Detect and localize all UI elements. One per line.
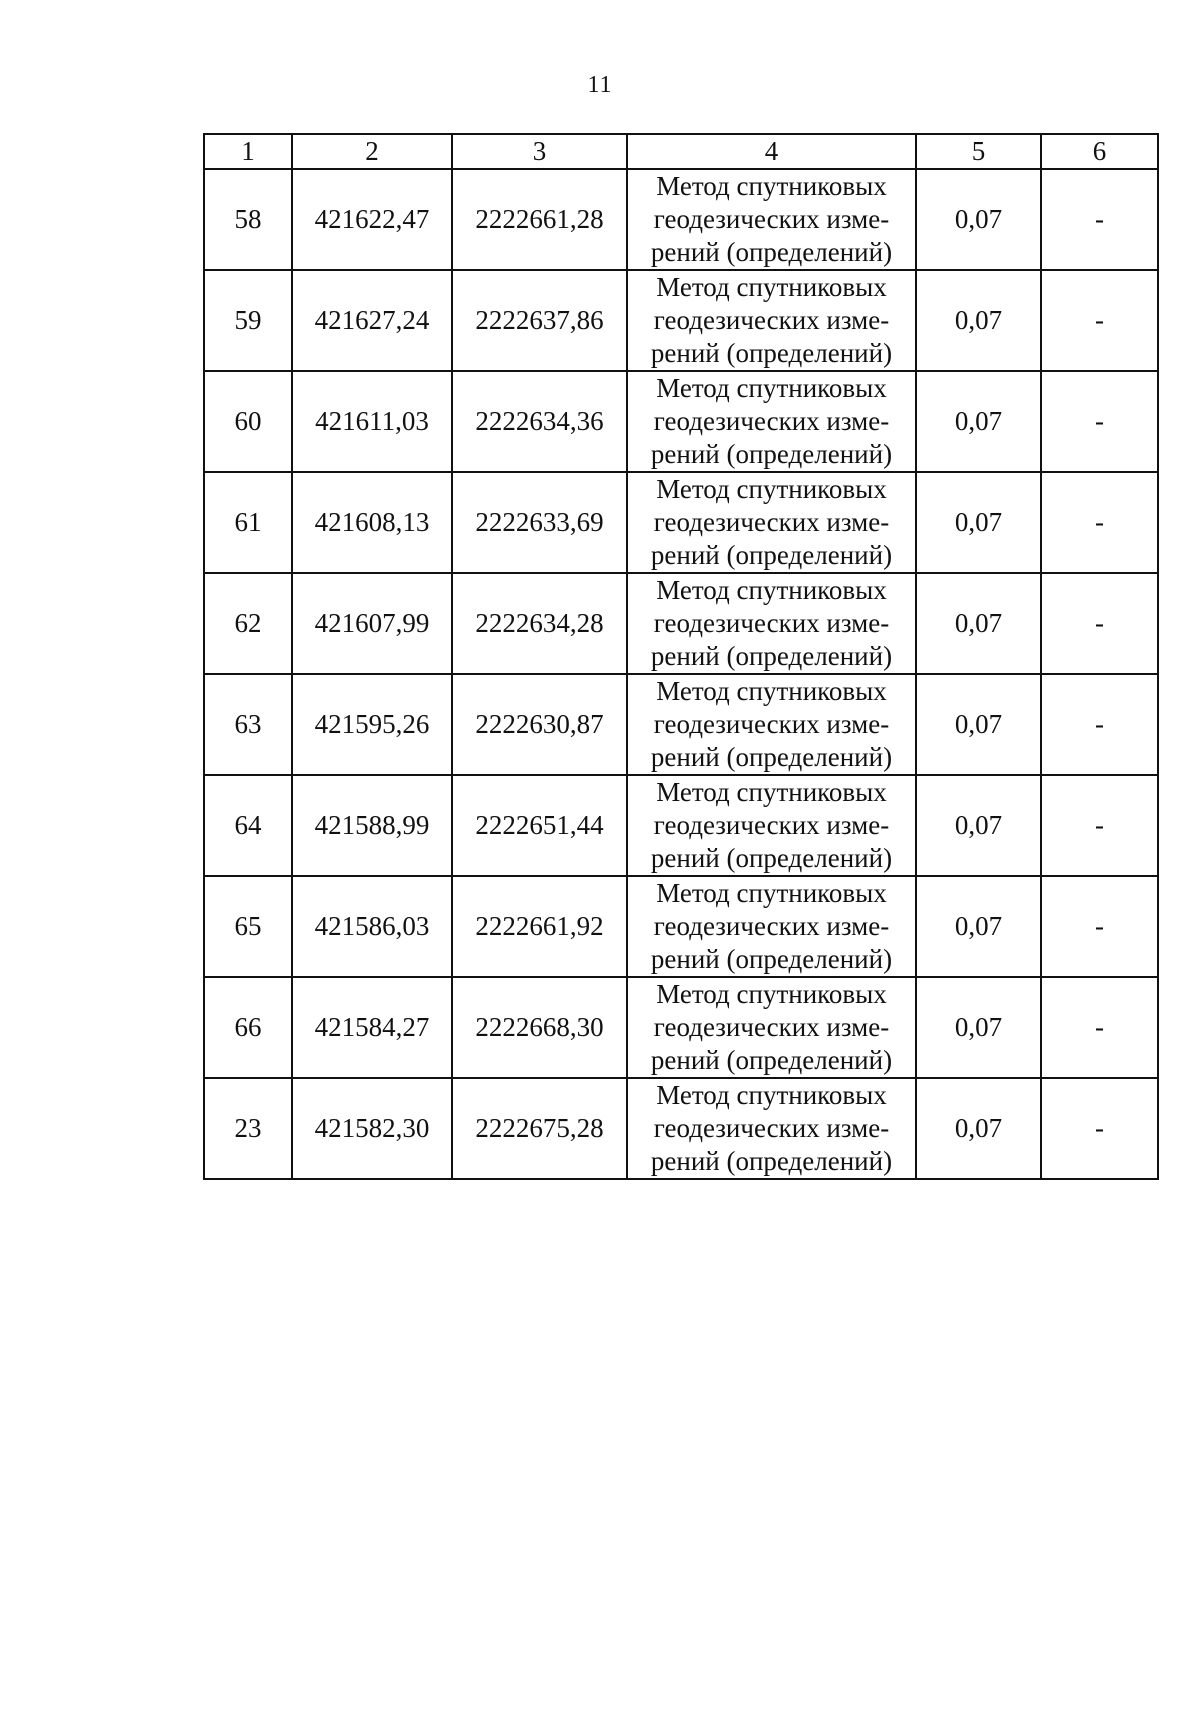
table-row xyxy=(204,169,1158,270)
method-line: Метод спутниковых xyxy=(656,1080,887,1110)
method-line: рений (определений) xyxy=(650,641,893,671)
accuracy-cell: 0,07 xyxy=(916,270,1041,371)
accuracy-cell: 0,07 xyxy=(916,371,1041,472)
note-cell: - xyxy=(1041,775,1158,876)
accuracy-cell: 0,07 xyxy=(916,1078,1041,1179)
method-line: рений (определений) xyxy=(650,742,893,772)
y-coordinate-cell: 2222661,28 xyxy=(452,169,627,270)
y-coordinate-cell: 2222633,69 xyxy=(452,472,627,573)
method-line: геодезических изме- xyxy=(653,1012,890,1042)
method-line: Метод спутниковых xyxy=(656,373,887,403)
header-cell-2: 2 xyxy=(292,134,452,169)
header-cell-1: 1 xyxy=(204,134,292,169)
method-line: геодезических изме- xyxy=(653,305,890,335)
method-line: геодезических изме- xyxy=(653,406,890,436)
point-number-cell: 23 xyxy=(204,1078,292,1179)
accuracy-cell: 0,07 xyxy=(916,775,1041,876)
method-cell xyxy=(627,371,916,472)
table-row xyxy=(204,977,1158,1078)
method-line: геодезических изме- xyxy=(653,911,890,941)
x-coordinate-cell: 421584,27 xyxy=(292,977,452,1078)
method-line: рений (определений) xyxy=(650,237,893,267)
accuracy-cell: 0,07 xyxy=(916,472,1041,573)
method-cell xyxy=(627,169,916,270)
table-header xyxy=(204,134,1158,169)
note-cell: - xyxy=(1041,472,1158,573)
method-line: Метод спутниковых xyxy=(656,474,887,504)
table-row xyxy=(204,270,1158,371)
table-row xyxy=(204,371,1158,472)
header-cell-5: 5 xyxy=(916,134,1041,169)
point-number-cell: 63 xyxy=(204,674,292,775)
method-line: геодезических изме- xyxy=(653,1113,890,1143)
y-coordinate-cell: 2222675,28 xyxy=(452,1078,627,1179)
method-line: рений (определений) xyxy=(650,338,893,368)
table-row xyxy=(204,876,1158,977)
header-row xyxy=(204,134,1158,169)
accuracy-cell: 0,07 xyxy=(916,876,1041,977)
method-line: рений (определений) xyxy=(650,1146,893,1176)
note-cell: - xyxy=(1041,371,1158,472)
method-line: рений (определений) xyxy=(650,944,893,974)
note-cell: - xyxy=(1041,977,1158,1078)
y-coordinate-cell: 2222630,87 xyxy=(452,674,627,775)
method-line: Метод спутниковых xyxy=(656,272,887,302)
note-cell: - xyxy=(1041,1078,1158,1179)
y-coordinate-cell: 2222661,92 xyxy=(452,876,627,977)
table-body xyxy=(204,169,1158,1179)
y-coordinate-cell: 2222668,30 xyxy=(452,977,627,1078)
point-number-cell: 61 xyxy=(204,472,292,573)
coordinates-table xyxy=(203,133,1159,1180)
table-row xyxy=(204,472,1158,573)
accuracy-cell: 0,07 xyxy=(916,573,1041,674)
point-number-cell: 58 xyxy=(204,169,292,270)
x-coordinate-cell: 421611,03 xyxy=(292,371,452,472)
header-cell-3: 3 xyxy=(452,134,627,169)
method-cell xyxy=(627,876,916,977)
method-cell xyxy=(627,270,916,371)
table-row xyxy=(204,1078,1158,1179)
page-number: 11 xyxy=(587,72,613,98)
x-coordinate-cell: 421607,99 xyxy=(292,573,452,674)
method-line: Метод спутниковых xyxy=(656,979,887,1009)
method-line: Метод спутниковых xyxy=(656,575,887,605)
table-row xyxy=(204,775,1158,876)
accuracy-cell: 0,07 xyxy=(916,977,1041,1078)
method-cell xyxy=(627,674,916,775)
header-cell-4: 4 xyxy=(627,134,916,169)
note-cell: - xyxy=(1041,270,1158,371)
method-line: рений (определений) xyxy=(650,439,893,469)
method-cell xyxy=(627,775,916,876)
y-coordinate-cell: 2222634,28 xyxy=(452,573,627,674)
method-cell xyxy=(627,1078,916,1179)
method-line: Метод спутниковых xyxy=(656,878,887,908)
x-coordinate-cell: 421595,26 xyxy=(292,674,452,775)
method-cell xyxy=(627,472,916,573)
method-line: геодезических изме- xyxy=(653,810,890,840)
accuracy-cell: 0,07 xyxy=(916,674,1041,775)
method-line: геодезических изме- xyxy=(653,709,890,739)
method-line: рений (определений) xyxy=(650,1045,893,1075)
method-line: геодезических изме- xyxy=(653,507,890,537)
note-cell: - xyxy=(1041,573,1158,674)
method-cell xyxy=(627,977,916,1078)
method-line: Метод спутниковых xyxy=(656,676,887,706)
x-coordinate-cell: 421622,47 xyxy=(292,169,452,270)
point-number-cell: 65 xyxy=(204,876,292,977)
method-line: Метод спутниковых xyxy=(656,777,887,807)
method-cell xyxy=(627,573,916,674)
point-number-cell: 62 xyxy=(204,573,292,674)
x-coordinate-cell: 421588,99 xyxy=(292,775,452,876)
x-coordinate-cell: 421586,03 xyxy=(292,876,452,977)
x-coordinate-cell: 421582,30 xyxy=(292,1078,452,1179)
point-number-cell: 66 xyxy=(204,977,292,1078)
point-number-cell: 59 xyxy=(204,270,292,371)
table-row xyxy=(204,573,1158,674)
point-number-cell: 60 xyxy=(204,371,292,472)
x-coordinate-cell: 421608,13 xyxy=(292,472,452,573)
y-coordinate-cell: 2222634,36 xyxy=(452,371,627,472)
method-line: рений (определений) xyxy=(650,540,893,570)
y-coordinate-cell: 2222651,44 xyxy=(452,775,627,876)
method-line: геодезических изме- xyxy=(653,608,890,638)
method-line: геодезических изме- xyxy=(653,204,890,234)
accuracy-cell: 0,07 xyxy=(916,169,1041,270)
note-cell: - xyxy=(1041,876,1158,977)
x-coordinate-cell: 421627,24 xyxy=(292,270,452,371)
note-cell: - xyxy=(1041,674,1158,775)
method-line: рений (определений) xyxy=(650,843,893,873)
method-line: Метод спутниковых xyxy=(656,171,887,201)
y-coordinate-cell: 2222637,86 xyxy=(452,270,627,371)
note-cell: - xyxy=(1041,169,1158,270)
table-row xyxy=(204,674,1158,775)
header-cell-6: 6 xyxy=(1041,134,1158,169)
point-number-cell: 64 xyxy=(204,775,292,876)
